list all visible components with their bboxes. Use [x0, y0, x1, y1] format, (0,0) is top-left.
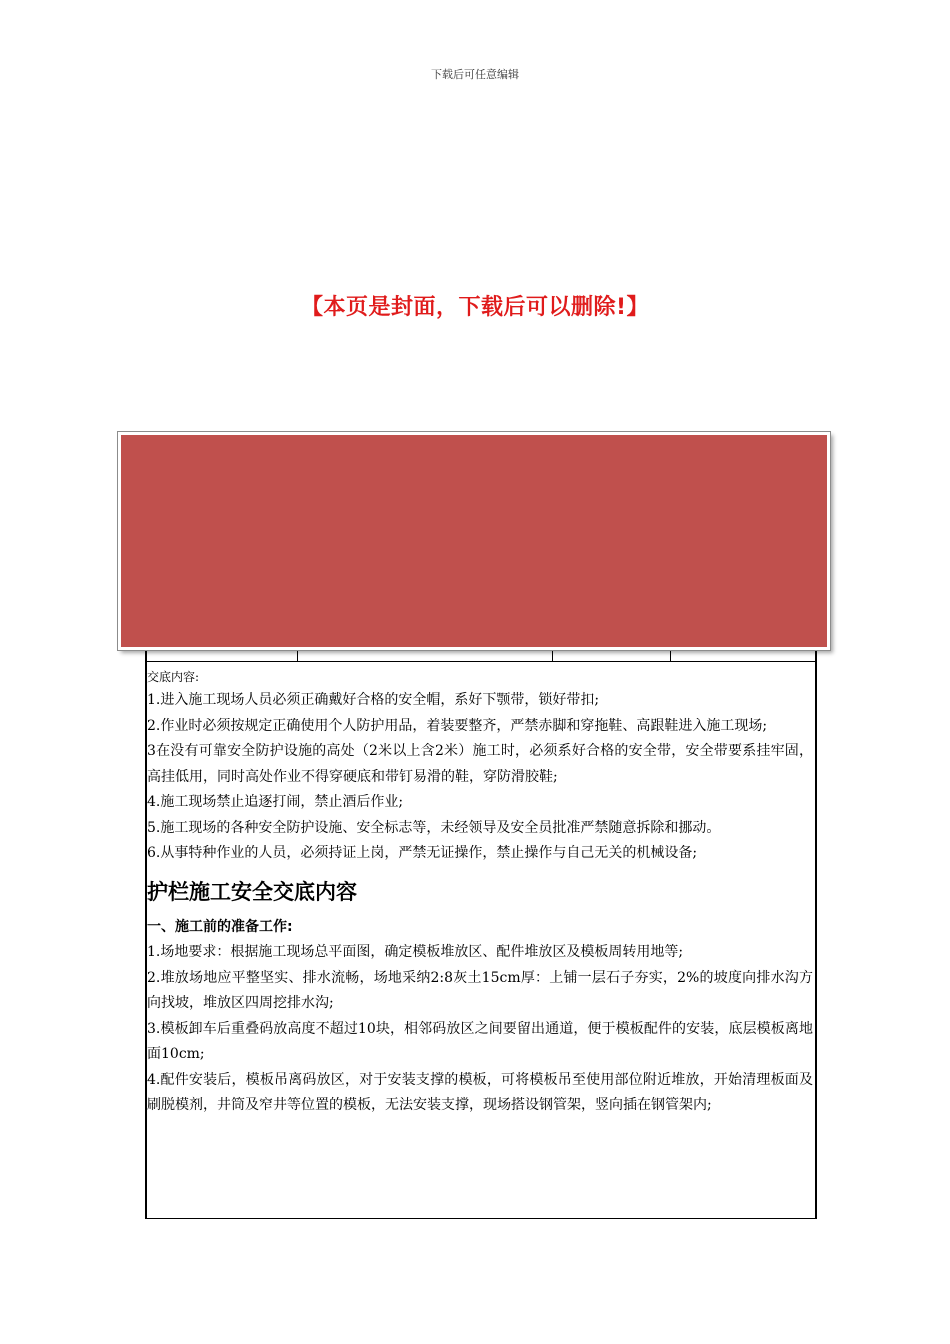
sub-title: 一、施工前的准备工作: [147, 918, 293, 935]
list-item: 4.配件安装后，模板吊离码放区，对于安装支撑的模板，可将模板吊至使用部位附近堆放，开始清理板面及刷脱模剂，井筒及窄井等位置的模板，无法安装支撑，现场搭设钢管架，竖向插在钢管架内; [147, 1071, 813, 1113]
document-content [147, 668, 813, 1119]
list-item: 2.作业时必须按规定正确使用个人防护用品，着装要整齐，严禁赤脚和穿拖鞋、高跟鞋进入施工现场; [147, 717, 768, 734]
cover-banner [118, 432, 830, 650]
header-note: 下载后可任意编辑 [431, 68, 519, 81]
list-item: 4.施工现场禁止追逐打闹，禁止酒后作业; [147, 794, 404, 810]
list-item: 1.进入施工现场人员必须正确戴好合格的安全帽，系好下颚带，锁好带扣; [147, 692, 600, 708]
list-item: 2.堆放场地应平整坚实、排水流畅，场地采纳2:8灰土15cm厚：上铺一层石子夯实，2%的坡度向排水沟方向找坡，堆放区四周挖排水沟; [147, 969, 813, 1011]
list-item: 6.从事特种作业的人员，必须持证上岗，严禁无证操作，禁止操作与自己无关的机械设备; [147, 845, 698, 861]
list-item: 3在没有可靠安全防护设施的高处（2米以上含2米）施工时，必须系好合格的安全带，安全带要系挂牢固，高挂低用，同时高处作业不得穿硬底和带钉易滑的鞋，穿防滑胶鞋; [147, 743, 813, 785]
list-item: 1.场地要求：根据施工现场总平面图，确定模板堆放区、配件堆放区及模板周转用地等; [147, 944, 684, 960]
list-item: 5.施工现场的各种安全防护设施、安全标志等，未经领导及安全员批准严禁随意拆除和挪动。 [147, 819, 721, 836]
content-label: 交底内容: [147, 670, 200, 684]
list-item: 3.模板卸车后重叠码放高度不超过10块，相邻码放区之间要留出通道，便于模板配件的安装，底层模板离地面10cm; [147, 1020, 813, 1062]
cover-notice: 【本页是封面，下载后可以删除!】 [300, 295, 650, 320]
section-title: 护栏施工安全交底内容 [147, 879, 357, 904]
